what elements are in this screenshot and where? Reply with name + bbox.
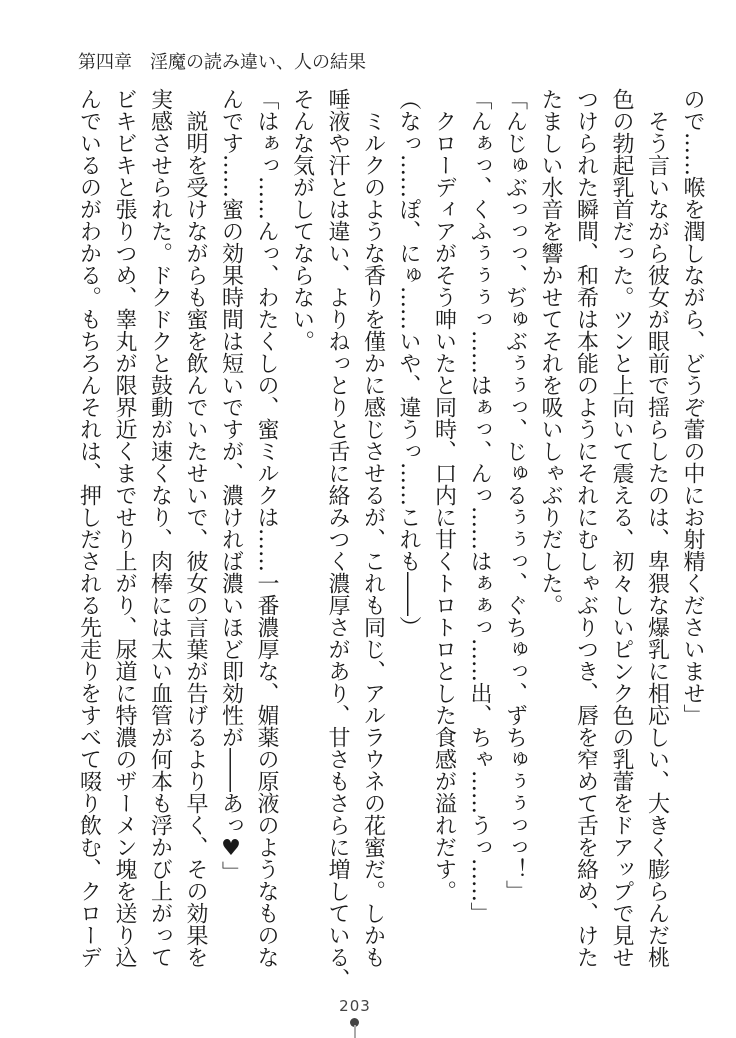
text-line: 「はぁっ……んっ、わたくしの、蜜ミルクは……一番濃厚な、媚薬の原液のようなものな (254, 88, 279, 968)
vertical-body-text (71, 88, 710, 992)
chapter-running-head: 第四章 淫魔の読み違い、人の結果 (78, 52, 366, 73)
text-line: ビキビキと張りつめ、睾丸が限界近くまでせり上がり、尿道に特濃のザーメン塊を送り込 (112, 88, 137, 968)
text-line: ミルクのような香りを僅かに感じさせるが、これも同じ、アルラウネの花蜜だ。しかも (360, 88, 386, 968)
text-line: 色の勃起乳首だった。ツンと上向いて震える、初々しいピンク色の乳蕾をドアップで見せ (609, 88, 634, 968)
text-line: 実感させられた。ドクドクと鼓動が速くなり、肉棒には太い血管が何本も浮かび上がって (147, 88, 173, 968)
text-line: クローディアがそう呻いたと同時、口内に甘くトロトロとした食感が溢れだす。 (431, 88, 457, 902)
page-marker-line (354, 1025, 356, 1038)
text-line: 説明を受けながらも蜜を飲んでいたせいで、彼女の言葉が告げるより早く、その効果を (183, 88, 208, 968)
text-line: つけられた瞬間、和希は本能のようにそれにむしゃぶりつき、唇を窄めて舌を絡め、けた (573, 88, 599, 968)
text-line: 「んじゅぶっっっ、ぢゅぶぅぅっ、じゅるぅぅっ、ぐちゅっ、ずちゅぅぅっっ！」 (502, 88, 528, 902)
text-line: たましい水音を響かせてそれを吸いしゃぶりだした。 (538, 88, 563, 616)
page-number: 203 (339, 997, 371, 1015)
text-line: んです……蜜の効果時間は短いですが、濃ければ濃いほど即効性が――あっ♥」 (218, 88, 244, 883)
text-line: （なっ……ぽ、にゅ……いや、違うっ……これも――） (396, 88, 421, 638)
text-line: 「んぁっ、くふぅぅぅっ……はぁっ、んっ……はぁぁっ……出、ちゃ……うっ……」 (467, 88, 492, 924)
text-line: そんな気がしてならない。 (289, 88, 315, 352)
text-line: んでいるのがわかる。もちろんそれは、押しだされる先走りをすべて啜り飲む、クローデ (76, 88, 102, 968)
text-line: ので……喉を潤しながら、どうぞ蕾の中にお射精くださいませ」 (680, 88, 705, 726)
text-line: 唾液や汗とは違い、よりねっとりと舌に絡みつく濃厚さがあり、甘さもさらに増している、 (325, 88, 350, 990)
text-line: そう言いながら彼女が眼前で揺らしたのは、卑猥な爆乳に相応しい、大きく膨らんだ桃 (644, 88, 670, 968)
